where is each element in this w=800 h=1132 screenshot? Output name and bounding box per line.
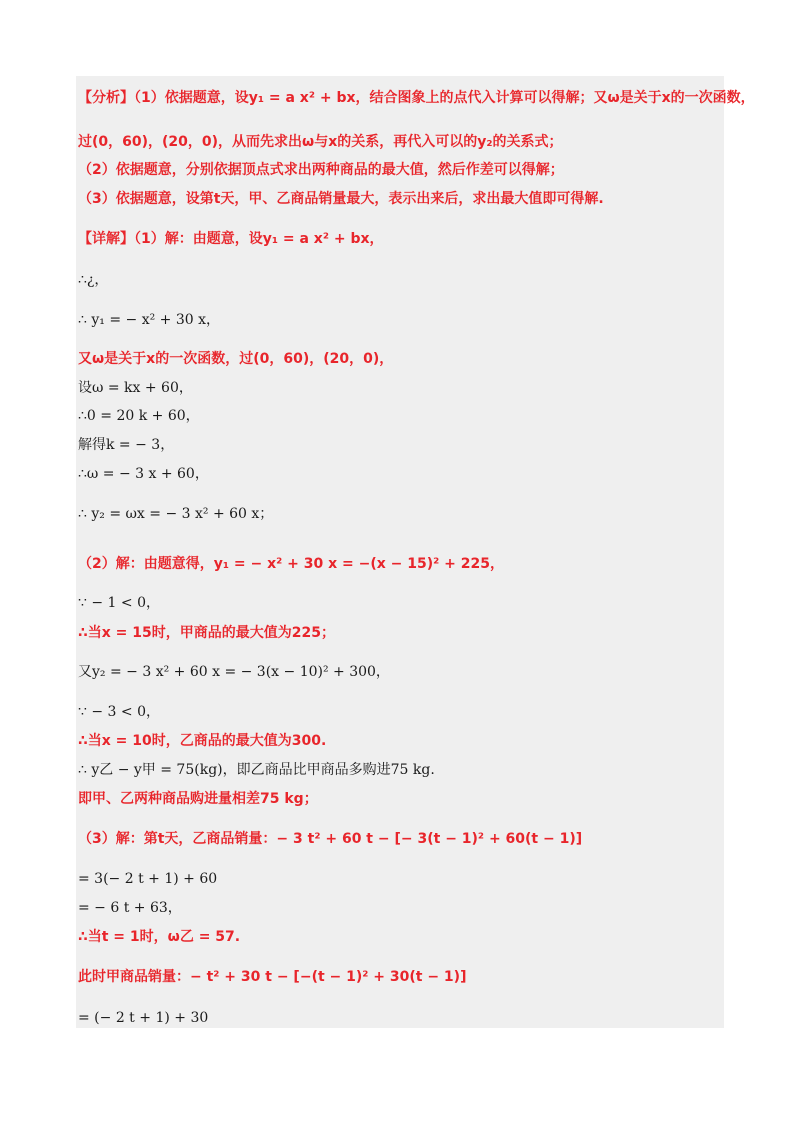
line-text: （2）解：由题意得，y₁ = − x² + 30 x = −(x − 15)² + 225，: [78, 556, 504, 572]
line-detail-4: [78, 349, 393, 369]
line-text: 即甲、乙两种商品购进量相差75 kg；: [78, 791, 318, 807]
line-text: （3）依据题意，设第t天，甲、乙商品销量最大，表示出来后，求出最大值即可得解.: [78, 191, 604, 207]
line-part3-6: [78, 1008, 208, 1028]
line-part3-2: [78, 869, 217, 889]
line-part2-8: [78, 789, 318, 809]
line-part2-2: [78, 593, 160, 613]
line-part3-5: [78, 967, 466, 987]
line-detail-5: [78, 378, 193, 398]
line-part3-4: [78, 927, 240, 947]
line-text: ∴当t = 1时，ω乙 = 57.: [78, 929, 241, 945]
line-detail-3: [78, 310, 220, 330]
line-detail-9: [78, 504, 273, 524]
line-part2-7: [78, 760, 435, 780]
line-text: 又ω是关于x的一次函数，过(0，60)，(20，0)，: [78, 351, 394, 367]
line-text: 解得k = − 3，: [78, 437, 175, 453]
line-analysis-4: [78, 189, 604, 209]
line-text: ∴当x = 15时，甲商品的最大值为225；: [78, 625, 335, 641]
line-text: = 3(− 2 t + 1) + 60: [78, 871, 218, 887]
line-analysis-3: [78, 160, 564, 180]
line-detail-6: [78, 406, 200, 426]
line-text: ∴¿，: [78, 272, 109, 288]
line-text: ∴ y₂ = ωx = − 3 x² + 60 x；: [78, 506, 274, 522]
line-part3-3: [78, 898, 182, 918]
line-text: 又y₂ = − 3 x² + 60 x = − 3(x − 10)² + 300，: [78, 664, 390, 680]
line-text: ∴ω = − 3 x + 60，: [78, 466, 209, 482]
line-text: 【详解】（1）解：由题意，设y₁ = a x² + bx，: [78, 231, 384, 247]
line-text: = (− 2 t + 1) + 30: [78, 1010, 209, 1026]
line-part2-5: [78, 702, 160, 722]
line-part2-4: [78, 662, 390, 682]
line-part2-1: [78, 554, 504, 574]
line-analysis-2: [78, 132, 563, 152]
line-analysis-1: [78, 88, 755, 108]
line-text: 【分析】（1）依据题意，设y₁ = a x² + bx，结合图象上的点代入计算可以得解；又ω是关于x的一次函数，: [78, 90, 755, 106]
line-text: 过(0，60)，(20，0)，从而先求出ω与x的关系，再代入可以的y₂的关系式；: [78, 134, 563, 150]
line-text: （2）依据题意，分别依据顶点式求出两种商品的最大值，然后作差可以得解；: [78, 162, 564, 178]
line-text: ∵ − 3 < 0，: [78, 704, 160, 720]
line-detail-7: [78, 435, 174, 455]
line-text: 设ω = kx + 60，: [78, 380, 193, 396]
line-text: = − 6 t + 63，: [78, 900, 182, 916]
line-text: （3）解：第t天，乙商品销量：− 3 t² + 60 t − [− 3(t − 1)² + 60(t − 1)]: [78, 831, 583, 847]
line-text: ∴ y乙 − y甲 = 75(kg)，即乙商品比甲商品多购进75 kg.: [78, 762, 435, 778]
line-text: 此时甲商品销量：− t² + 30 t − [−(t − 1)² + 30(t − 1)]: [78, 969, 467, 985]
line-text: ∴ y₁ = − x² + 30 x，: [78, 312, 220, 328]
line-text: ∵ − 1 < 0，: [78, 595, 160, 611]
line-detail-8: [78, 464, 209, 484]
line-part2-3: [78, 623, 335, 643]
line-detail-2: [78, 270, 108, 290]
line-text: ∴当x = 10时，乙商品的最大值为300.: [78, 733, 327, 749]
line-part3-1: [78, 829, 582, 849]
line-text: ∴0 = 20 k + 60，: [78, 408, 200, 424]
line-detail-1: [78, 229, 384, 249]
line-part2-6: [78, 731, 326, 751]
